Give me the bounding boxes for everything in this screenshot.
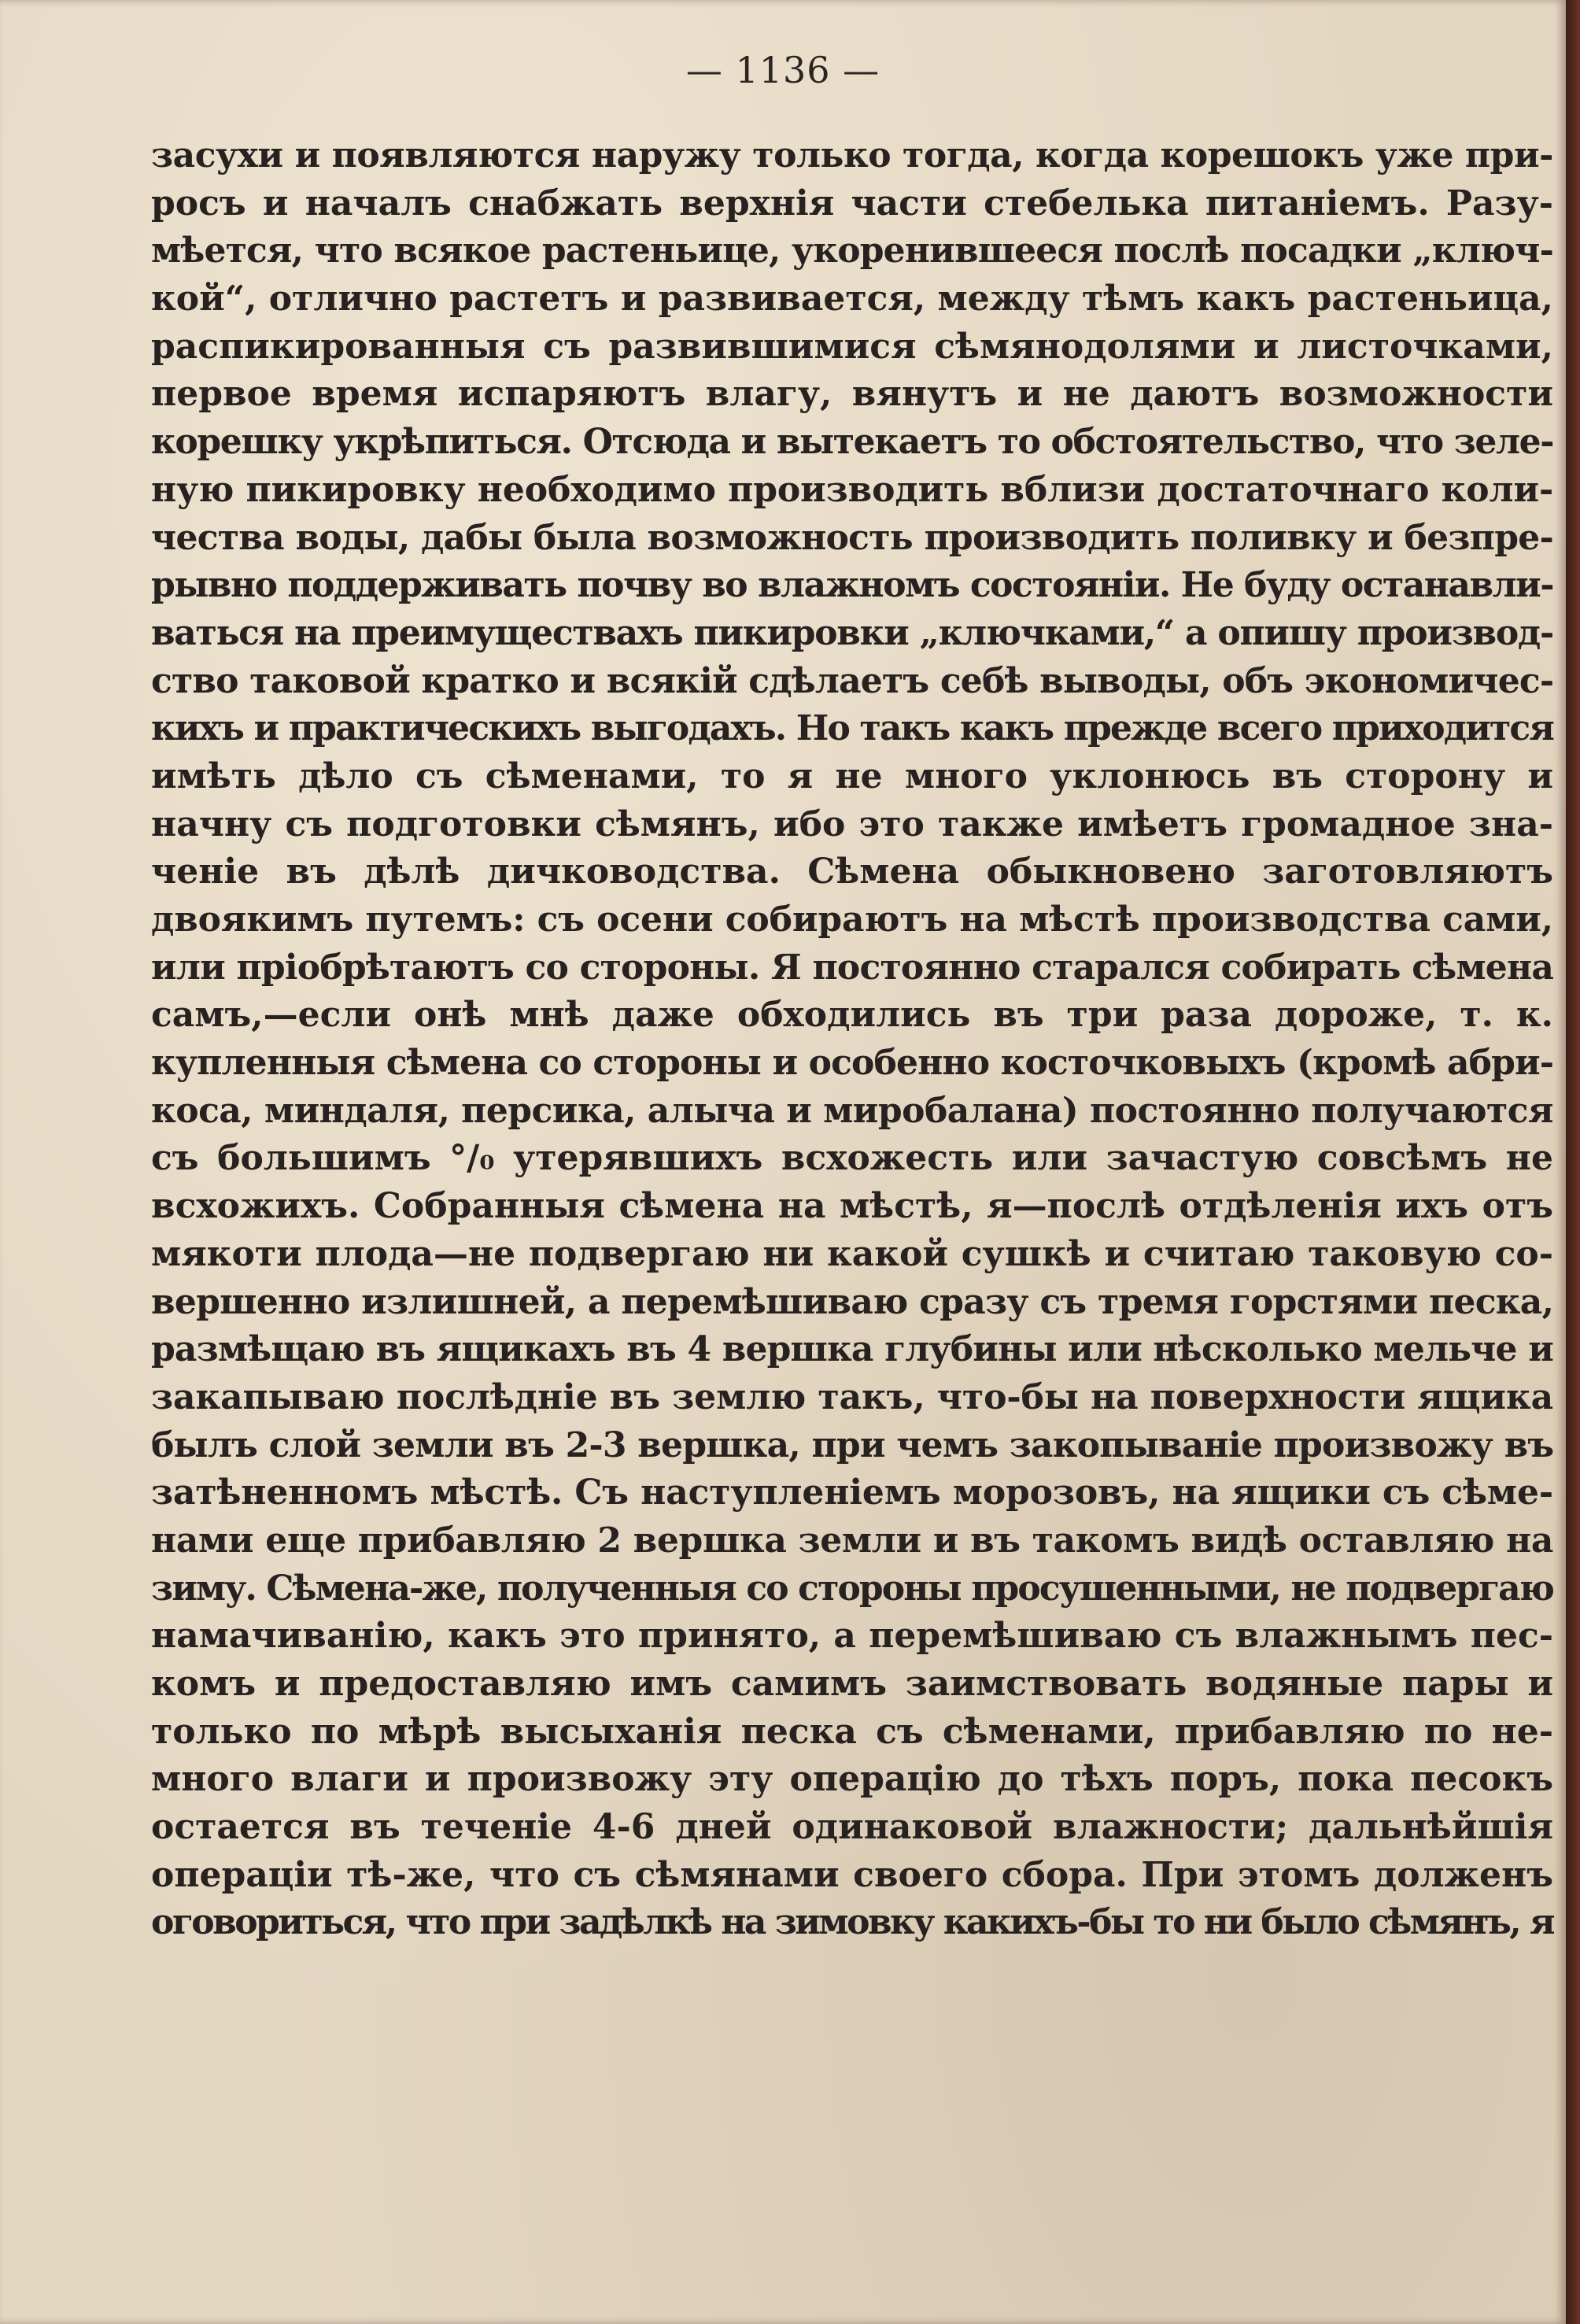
text-line: всхожихъ. Собранныя сѣмена на мѣстѣ, я—послѣ отдѣленiя ихъ отъ bbox=[151, 1186, 1553, 1227]
text-line: комъ и предоставляю имъ самимъ заимствовать водяные пары и bbox=[151, 1664, 1553, 1704]
text-line: первое время испаряютъ влагу, вянутъ и не даютъ возможности bbox=[151, 374, 1553, 415]
text-line: ную пикировку необходимо производить вблизи достаточнаго коли- bbox=[151, 469, 1554, 510]
text-line: кой“, отлично растетъ и развивается, между тѣмъ какъ растеньица, bbox=[151, 279, 1553, 320]
text-line: двоякимъ путемъ: съ осени собираютъ на мѣстѣ производства сами, bbox=[151, 900, 1553, 940]
text-line: размѣщаю въ ящикахъ въ 4 вершка глубины или нѣсколько мельче и bbox=[151, 1329, 1553, 1370]
text-line: имѣть дѣло съ сѣменами, то я не много уклонюсь въ сторону и bbox=[151, 756, 1553, 796]
text-line: купленныя сѣмена со стороны и особенно косточковыхъ (кромѣ абри- bbox=[151, 1043, 1554, 1084]
text-line: затѣненномъ мѣстѣ. Съ наступленiемъ морозовъ, на ящики съ сѣме- bbox=[151, 1472, 1553, 1513]
text-line: рывно поддерживать почву во влажномъ состоянiи. Не буду останавли- bbox=[151, 565, 1553, 606]
text-line: росъ и началъ снабжать верхнiя части стебелька питанiемъ. Разу- bbox=[151, 183, 1553, 224]
text-line: ваться на преимуществахъ пикировки „ключками,“ а опишу производ- bbox=[151, 612, 1553, 653]
text-line: ченiе въ дѣлѣ дичководства. Сѣмена обыкновено заготовляютъ bbox=[151, 852, 1553, 892]
text-line: нами еще прибавляю 2 вершка земли и въ такомъ видѣ оставляю на bbox=[151, 1520, 1553, 1561]
text-line: засухи и появляются наружу только тогда, когда корешокъ уже при- bbox=[151, 135, 1553, 176]
text-line: ство таковой кратко и всякiй сдѣлаетъ себѣ выводы, объ экономичес- bbox=[151, 660, 1554, 701]
text-line: съ большимъ °/₀ утерявшихъ всхожесть или зачастую совсѣмъ не bbox=[151, 1138, 1553, 1179]
text-line: остается въ теченiе 4-6 дней одинаковой влажности; дальнѣйшiя bbox=[151, 1807, 1553, 1848]
text-line: начну съ подготовки сѣмянъ, ибо это также имѣетъ громадное зна- bbox=[151, 804, 1553, 844]
text-line: много влаги и произвожу эту операцiю до тѣхъ поръ, пока песокъ bbox=[151, 1759, 1553, 1800]
text-line: вершенно излишней, а перемѣшиваю сразу съ тремя горстями песка, bbox=[151, 1281, 1554, 1322]
text-line: операцiи тѣ-же, что съ сѣмянами своего сбора. При этомъ долженъ bbox=[151, 1854, 1553, 1895]
text-line: оговориться, что при задѣлкѣ на зимовку какихъ-бы то ни было сѣмянъ, я bbox=[151, 1902, 1553, 1943]
page-number: — 1136 — bbox=[685, 49, 880, 91]
text-line: распикированныя съ развившимися сѣмянодолями и листочками, bbox=[151, 326, 1553, 367]
text-line: или прiобрѣтаютъ со стороны. Я постоянно старался собирать сѣмена bbox=[151, 947, 1554, 988]
text-line: мякоти плода—не подвергаю ни какой сушкѣ и считаю таковую со- bbox=[151, 1233, 1553, 1274]
text-line: закапываю послѣднiе въ землю такъ, что-бы на поверхности ящика bbox=[151, 1376, 1553, 1417]
text-line: былъ слой земли въ 2-3 вершка, при чемъ закопыванiе произвожу въ bbox=[151, 1424, 1554, 1465]
text-line: чества воды, дабы была возможность производить поливку и безпре- bbox=[151, 517, 1553, 558]
text-line: кихъ и практическихъ выгодахъ. Но такъ какъ прежде всего приходится bbox=[151, 708, 1553, 749]
text-line: корешку укрѣпиться. Отсюда и вытекаетъ то обстоятельство, что зеле- bbox=[151, 422, 1554, 463]
text-line: мѣется, что всякое растеньице, укоренившееся послѣ посадки „ключ- bbox=[151, 231, 1553, 272]
text-line: зиму. Сѣмена-же, полученныя со стороны просушенными, не подвергаю bbox=[151, 1568, 1553, 1609]
text-line: самъ,—если онѣ мнѣ даже обходились въ три раза дороже, т. к. bbox=[151, 995, 1553, 1036]
page-edge-shadow bbox=[1566, 0, 1580, 2324]
text-line: коса, миндаля, персика, алыча и миробалана) постоянно получаются bbox=[151, 1090, 1554, 1131]
text-line: только по мѣрѣ высыханiя песка съ сѣменами, прибавляю по не- bbox=[151, 1711, 1553, 1752]
body-text bbox=[151, 132, 1553, 1947]
text-line: намачиванiю, какъ это принято, а перемѣшиваю съ влажнымъ пес- bbox=[151, 1616, 1553, 1657]
